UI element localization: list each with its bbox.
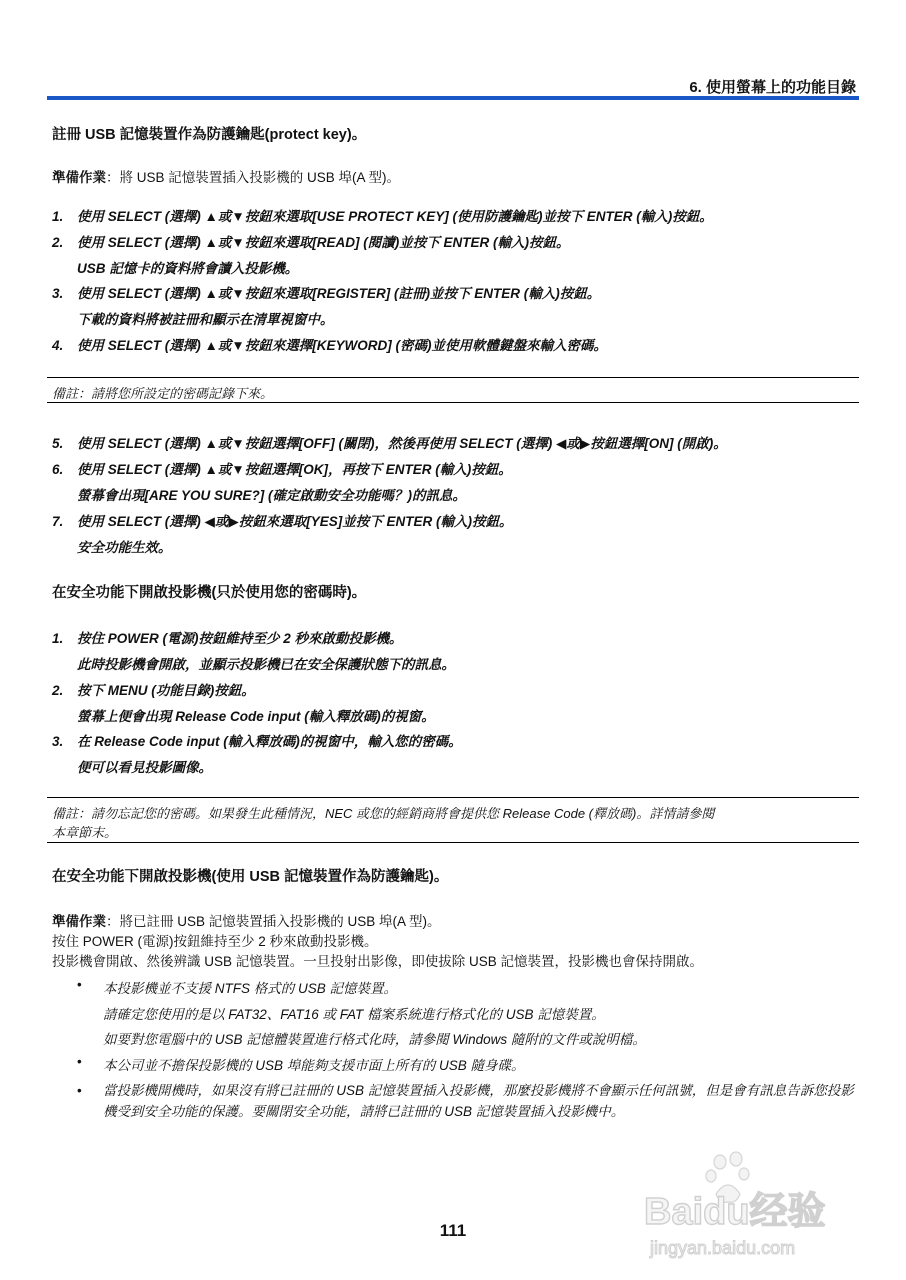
step-6-result: 螢幕會出現[ARE YOU SURE?] (確定啟動安全功能嗎？)的訊息。 xyxy=(77,488,467,503)
watermark-brand: Baidu经验 xyxy=(644,1191,826,1233)
step-release-code xyxy=(52,730,462,750)
baidu-watermark-logo xyxy=(640,1150,870,1270)
step-text: 使用 SELECT (選擇) ▲或▼按鈕選擇[OFF] (關閉)，然後再使用 SELECT (選擇) ◀或▶按鈕選擇[ON] (開啟)。 xyxy=(77,436,727,451)
bullet-ntfs-cont-2: 如要對您電腦中的 USB 記憶體裝置進行格式化時，請參閱 Windows 隨附的文件或說明檔。 xyxy=(103,1032,646,1047)
note2-rule-top xyxy=(47,797,859,798)
step-5 xyxy=(52,432,727,452)
watermark-url: jingyan.baidu.com xyxy=(650,1238,796,1258)
note-rule-bottom xyxy=(47,402,859,403)
step-1 xyxy=(52,205,713,225)
step-text: 使用 SELECT (選擇) ▲或▼按鈕來選取[USE PROTECT KEY] (使用防護鑰匙)並按下 ENTER (輸入)按鈕。 xyxy=(77,209,713,224)
step-7 xyxy=(52,510,513,530)
step-7-result: 安全功能生效。 xyxy=(77,540,172,555)
note-rule-top xyxy=(47,377,859,378)
step-text: 使用 SELECT (選擇) ▲或▼按鈕來選取[REGISTER] (註冊)並按下 ENTER (輸入)按鈕。 xyxy=(77,286,601,301)
bullet-dot: • xyxy=(77,1054,82,1069)
step-number: 7. xyxy=(52,514,64,529)
prep-text: ：將 USB 記憶裝置插入投影機的 USB 埠(A 型)。 xyxy=(106,170,401,185)
step-power-result: 此時投影機會開啟，並顯示投影機已在安全保護狀態下的訊息。 xyxy=(77,657,455,672)
prep-line-usb xyxy=(52,910,441,930)
step-3 xyxy=(52,282,600,302)
step-number: 4. xyxy=(52,338,64,353)
bullet-security-protect xyxy=(77,1080,857,1122)
step-number: 3. xyxy=(52,734,64,749)
prep-label: 準備作業 xyxy=(52,170,106,185)
step-text: 按住 POWER (電源)按鈕維持至少 2 秒來啟動投影機。 xyxy=(77,631,403,646)
bullet-text: 本投影機並不支援 NTFS 格式的 USB 記憶裝置。 xyxy=(103,981,398,996)
step-text: 在 Release Code input (輸入釋放碼)的視窗中，輸入您的密碼。 xyxy=(77,734,462,749)
step-menu xyxy=(52,679,255,699)
step-power xyxy=(52,627,403,647)
step-3-result: 下載的資料將被註冊和顯示在清單視窗中。 xyxy=(77,312,334,327)
step-text: 使用 SELECT (選擇) ▲或▼按鈕選擇[OK]，再按下 ENTER (輸入)按鈕。 xyxy=(77,462,512,477)
step-number: 6. xyxy=(52,462,64,477)
usb-recognize-line: 投影機會開啟、然後辨識 USB 記憶裝置。一旦投射出影像，即使拔除 USB 記憶裝置，投影機也會保持開啟。 xyxy=(52,954,704,969)
bullet-dot: • xyxy=(77,977,82,992)
step-number: 1. xyxy=(52,631,64,646)
section-heading-register: 註冊 USB 記憶裝置作為防護鑰匙(protect key)。 xyxy=(52,127,367,143)
bullet-ntfs xyxy=(77,977,857,997)
step-6 xyxy=(52,458,512,478)
note-release-code-line1: 備註：請勿忘記您的密碼。如果發生此種情況，NEC 或您的經銷商將會提供您 Release Code (釋放碼)。詳情請參閱 xyxy=(52,806,715,821)
header-divider xyxy=(47,96,859,100)
note2-rule-bottom xyxy=(47,842,859,843)
bullet-ntfs-cont-1: 請確定您使用的是以 FAT32、FAT16 或 FAT 檔案系統進行格式化的 USB 記憶裝置。 xyxy=(103,1007,605,1022)
step-number: 1. xyxy=(52,209,64,224)
page-number: 111 xyxy=(439,1221,467,1240)
bullet-text: 本公司並不擔保投影機的 USB 埠能夠支援市面上所有的 USB 隨身碟。 xyxy=(103,1058,525,1073)
step-2-result: USB 記憶卡的資料將會讀入投影機。 xyxy=(77,261,299,276)
step-menu-result: 螢幕上便會出現 Release Code input (輸入釋放碼)的視窗。 xyxy=(77,709,435,724)
power-hold-line: 按住 POWER (電源)按鈕維持至少 2 秒來啟動投影機。 xyxy=(52,934,378,949)
chapter-title: 6. 使用螢幕上的功能目錄 xyxy=(689,79,856,96)
step-text: 使用 SELECT (選擇) ◀或▶按鈕來選取[YES]並按下 ENTER (輸入)按鈕。 xyxy=(77,514,513,529)
prep-line xyxy=(52,166,400,186)
step-release-code-result: 便可以看見投影圖像。 xyxy=(77,760,212,775)
step-text: 使用 SELECT (選擇) ▲或▼按鈕來選取[READ] (閱讀)並按下 ENTER (輸入)按鈕。 xyxy=(77,235,570,250)
section-heading-usb-start: 在安全功能下開啟投影機(使用 USB 記憶裝置作為防護鑰匙)。 xyxy=(52,869,449,885)
step-number: 2. xyxy=(52,235,64,250)
step-number: 2. xyxy=(52,683,64,698)
bullet-usb-support xyxy=(77,1054,857,1074)
step-text: 按下 MENU (功能目錄)按鈕。 xyxy=(77,683,255,698)
bullet-text: 當投影機開機時，如果沒有將已註冊的 USB 記憶裝置插入投影機，那麼投影機將不會顯示任何訊號，但是會有訊息告訴您投影機受到安全功能的保護。要關閉安全功能，請將已註冊的 USB 記憶裝置插入投影機中。 xyxy=(103,1083,854,1119)
step-4 xyxy=(52,334,607,354)
note-password: 備註：請將您所設定的密碼記錄下來。 xyxy=(52,386,274,401)
step-text: 使用 SELECT (選擇) ▲或▼按鈕來選擇[KEYWORD] (密碼)並使用軟體鍵盤來輸入密碼。 xyxy=(77,338,607,353)
note-release-code-line2: 本章節末。 xyxy=(52,825,118,840)
section-heading-password-start: 在安全功能下開啟投影機(只於使用您的密碼時)。 xyxy=(52,585,367,601)
bullet-dot: • xyxy=(77,1083,82,1098)
step-2 xyxy=(52,231,569,251)
prep-label: 準備作業 xyxy=(52,914,106,929)
prep-text: ：將已註冊 USB 記憶裝置插入投影機的 USB 埠(A 型)。 xyxy=(106,914,441,929)
step-number: 3. xyxy=(52,286,64,301)
step-number: 5. xyxy=(52,436,64,451)
